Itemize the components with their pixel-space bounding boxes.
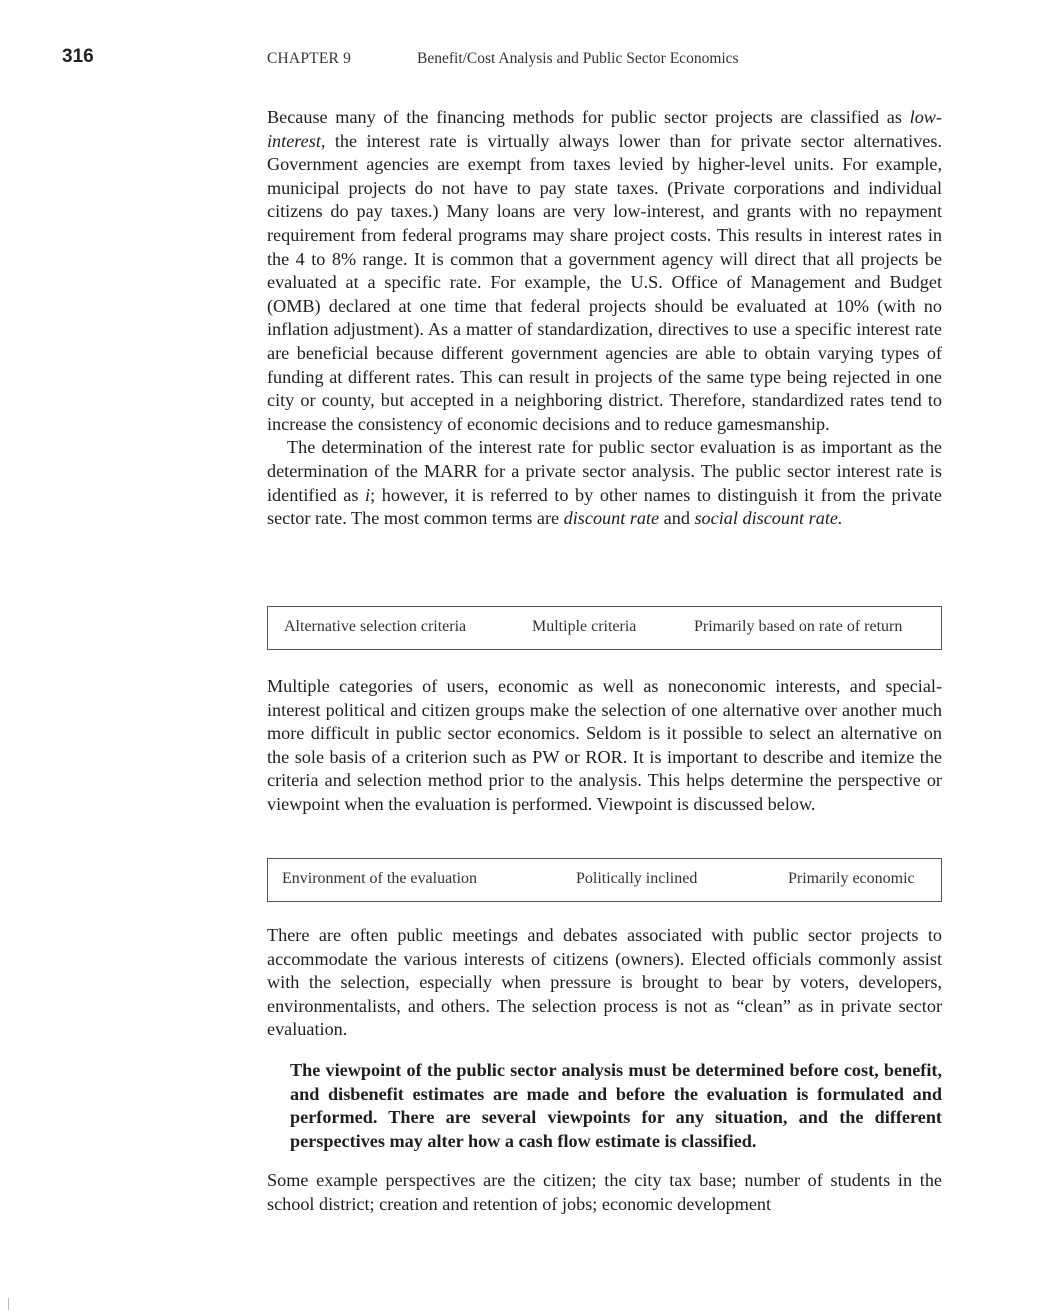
paragraph-interest-rate: The determination of the interest rate for public sector evaluation is as important as the determination of the MARR for a private sector analysis. The public sector interest rate is identified as i; however, it is referred to by other names to distinguish it from the private sector rate. The most common terms are discount rate and social discount rate. [267,437,942,529]
box-private-value: Primarily economic [788,870,915,887]
box-public-value: Multiple criteria [532,618,637,635]
emphasis-low-interest: low-interest, [267,107,942,151]
paragraph-public-meetings: There are often public meetings and debates associated with public sector projects to accommodate the various interests of citizens (owners). Elected officials commonly assist with the selection, especially when pressure is brought to bear by voters, developers, environmentalists, and others. The selection process is not as “clean” as in private sector evaluation. [267,925,942,1040]
comparison-box-criteria [267,606,942,650]
paragraph-perspectives: Some example perspectives are the citizen; the city tax base; number of students in the school district; creation and retention of jobs; economic development [267,1170,942,1214]
page-number: 316 [62,46,94,67]
chapter-title: Benefit/Cost Analysis and Public Sector Economics [417,50,739,67]
box-label: Environment of the evaluation [282,870,478,887]
margin-mark [8,1298,9,1310]
emphasis-discount-rate: discount rate [563,508,660,529]
box-private-value: Primarily based on rate of return [694,618,903,635]
body-text-top [267,106,942,531]
chapter-label: CHAPTER 9 [267,50,352,67]
paragraph-criteria: Multiple categories of users, economic as well as noneconomic interests, and special-interest political and citizen groups make the selection of one alternative over another much more difficult in public sector economics. Seldom is it possible to select an alternative on the sole basis of a criterion such as PW or ROR. It is important to describe and itemize the criteria and selection method prior to the analysis. This helps determine the perspective or viewpoint when the evaluation is performed. Viewpoint is discussed below. [267,676,942,814]
box-label: Alternative selection criteria [284,618,467,635]
callout-viewpoint: The viewpoint of the public sector analysis must be determined before cost, benefit, and disbenefit estimates are made and before the evaluation is formulated and performed. There are several viewpoints for any situation, and the different perspectives may alter how a cash flow estimate is classified. [290,1060,942,1151]
paragraph-financing: Because many of the financing methods for public sector projects are classified as low-interest, the interest rate is virtually always lower than for private sector alternatives. Government agencies are exempt from taxes levied by higher-level units. For example, municipal projects do not have to pay state taxes. (Private corporations and individual citizens do pay taxes.) Many loans are very low-interest, and grants with no repayment requirement from federal programs may share project costs. This results in interest rates in the 4 to 8% range. It is common that a government agency will direct that all projects be evaluated at a specific rate. For example, the U.S. Office of Management and Budget (OMB) declared at one time that federal projects should be evaluated at 10% (with no inflation adjustment). As a matter of standardization, directives to use a specific interest rate are beneficial because different government agencies are able to obtain varying types of funding at different rates. This can result in projects of the same type being rejected in one city or county, but accepted in a neighboring district. Therefore, standardized rates tend to increase the consistency of economic decisions and to reduce gamesmanship. [267,107,942,434]
emphasis-social-discount-rate: social discount rate. [694,508,843,529]
emphasis-i: i [365,484,371,505]
comparison-box-environment [267,858,942,902]
box-public-value: Politically inclined [576,870,698,887]
